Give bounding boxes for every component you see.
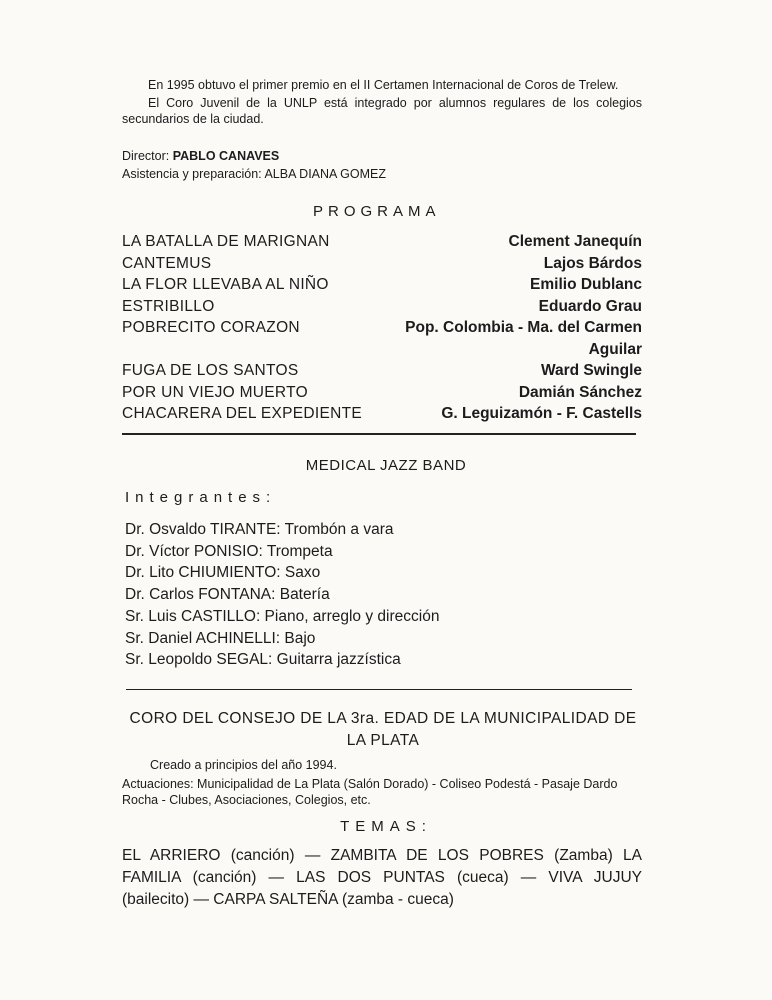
band-member: Sr. Luis CASTILLO: Piano, arreglo y dirección [125, 607, 440, 625]
programa-heading: PROGRAMA [313, 203, 441, 220]
coro-actuaciones-text: Actuaciones: Municipalidad de La Plata (Salón Dorado) - Coliseo Podestá - Pasaje Dardo Rocha - Clubes, Asociaciones, Colegios, etc. [122, 777, 618, 807]
programa-item-title: LA BATALLA DE MARIGNAN [122, 233, 330, 250]
programa-item-composer: Lajos Bárdos [543, 254, 642, 272]
band-members-list [125, 519, 439, 671]
band-title: MEDICAL JAZZ BAND [305, 457, 467, 474]
programa-item [122, 253, 642, 275]
band-member: Sr. Daniel ACHINELLI: Bajo [125, 629, 316, 647]
band-member: Sr. Leopoldo SEGAL: Guitarra jazzística [125, 651, 401, 669]
programa-item-title: POR UN VIEJO MUERTO [122, 383, 308, 401]
temas-list-text: EL ARRIERO (canción) — ZAMBITA DE LOS POBRES (Zamba) LA FAMILIA (canción) — LAS DOS PUNTAS (cueca) — VIVA JUJUY (bailecito) — CARPA SALTEÑA (zamba - cueca) [122, 847, 642, 908]
coro-title: CORO DEL CONSEJO DE LA 3ra. EDAD DE LA MUNICIPALIDAD DE LA PLATA [129, 710, 637, 749]
band-member: Dr. Carlos FONTANA: Batería [125, 586, 330, 604]
intro-members-text: El Coro Juvenil de la UNLP está integrado por alumnos regulares de los colegios secundarios de la ciudad. [122, 96, 642, 126]
programa-item-composer: Ward Swingle [540, 362, 642, 379]
programa-item [122, 296, 642, 318]
coro-created-text: Creado a principios del año 1994. [150, 758, 337, 772]
programa-item [122, 317, 642, 339]
programa-item-composer: Damián Sánchez [518, 383, 642, 401]
programa-item [122, 403, 642, 425]
director-line [122, 148, 279, 164]
programa-item-title: CANTEMUS [122, 254, 212, 272]
programa-item-composer: G. Leguizamón - F. Castells [441, 405, 642, 422]
programa-item [122, 360, 642, 382]
programa-item [122, 382, 642, 404]
programa-item-composer: Emilio Dublanc [530, 276, 642, 293]
programa-item-composer: Aguilar [588, 340, 642, 358]
programa-item [122, 231, 642, 253]
assistance-line: Asistencia y preparación: ALBA DIANA GOMEZ [122, 167, 387, 181]
band-member: Dr. Lito CHIUMIENTO: Saxo [125, 564, 321, 582]
section-divider-1 [122, 433, 636, 435]
programa-item-title: POBRECITO CORAZON [122, 319, 300, 336]
programa-item [122, 274, 642, 296]
section-divider-2 [126, 689, 632, 690]
integrantes-label: Integrantes: [125, 489, 277, 506]
programa-item [122, 339, 642, 361]
intro-award-text: En 1995 obtuvo el primer premio en el II Certamen Internacional de Coros de Trelew. [148, 78, 619, 92]
director-label: Director: [122, 149, 170, 163]
director-name: PABLO CANAVES [172, 149, 280, 163]
programa-list [122, 231, 642, 425]
programa-item-title: ESTRIBILLO [122, 297, 215, 315]
programa-item-title: FUGA DE LOS SANTOS [122, 362, 299, 379]
band-member: Dr. Osvaldo TIRANTE: Trombón a vara [125, 521, 394, 538]
programa-item-composer: Pop. Colombia - Ma. del Carmen [405, 319, 642, 336]
temas-heading: TEMAS: [340, 818, 432, 835]
intro-paragraphs [122, 77, 642, 127]
programa-item-title: CHACARERA DEL EXPEDIENTE [122, 405, 363, 422]
programa-item-title: LA FLOR LLEVABA AL NIÑO [122, 276, 329, 293]
programa-item-composer: Clement Janequín [508, 233, 642, 250]
band-member: Dr. Víctor PONISIO: Trompeta [125, 542, 333, 560]
programa-item-composer: Eduardo Grau [538, 297, 642, 315]
